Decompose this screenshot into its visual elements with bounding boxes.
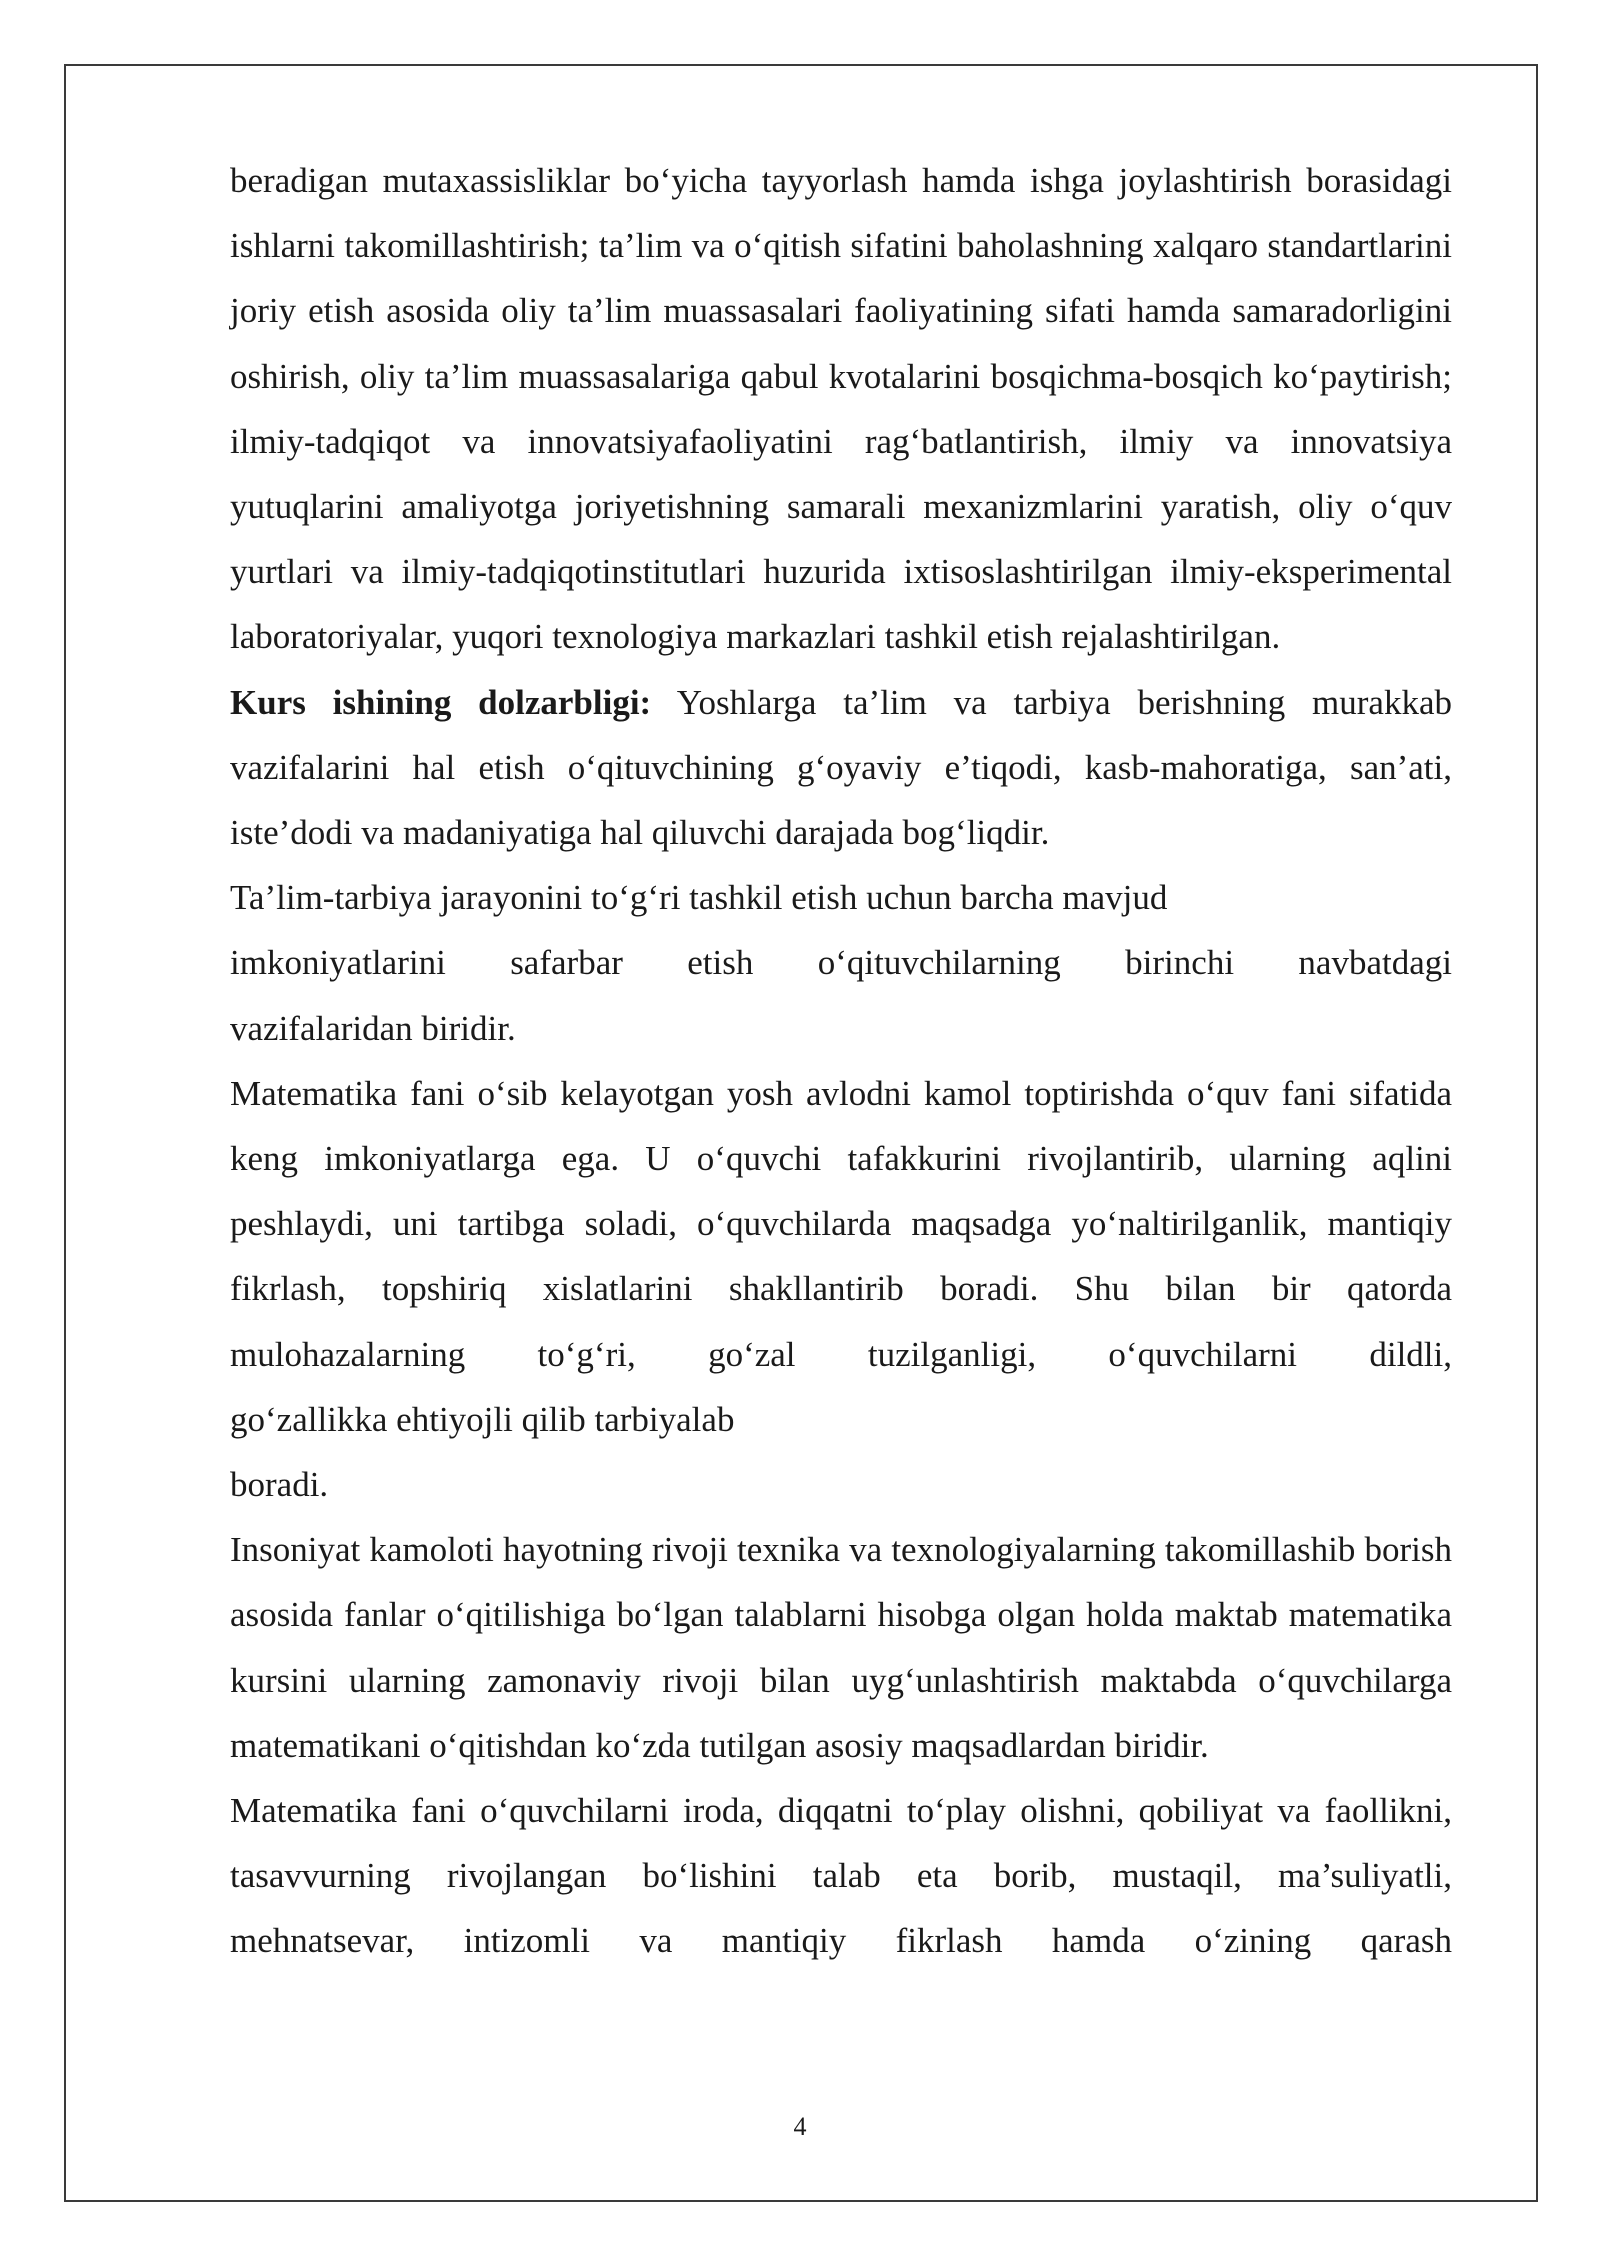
page-number: 4	[793, 2112, 807, 2141]
paragraph-3-line-2: imkoniyatlarini safarbar etish o‘qituvchilarning birinchi navbatdagi	[230, 943, 1452, 983]
paragraph-4-tail-1: go‘zallikka ehtiyojli qilib tarbiyalab	[230, 1399, 735, 1439]
paragraph-relevance	[230, 670, 1452, 866]
paragraph-1: beradigan mutaxassisliklar bo‘yicha tayyorlash hamda ishga joylashtirish borasidagi ishlarni takomillashtirish; ta’lim va o‘qitish sifatini baholashning xalqaro standartlarini joriy etish asosida oliy ta’lim muassasalari faoliyatining sifati hamda samaradorligini oshirish, oliy ta’lim muassasalariga qabul kvotalarini bosqichma-bosqich ko‘paytirish; ilmiy-tadqiqot va innovatsiyafaoliyatini rag‘batlantirish, ilmiy va innovatsiya yutuqlarini amaliyotga joriyetishning samarali mexanizmlarini yaratish, oliy o‘quv yurtlari va ilmiy-tadqiqotinstitutlari huzurida ixtisoslashtirilgan ilmiy-eksperimental laboratoriyalar, yuqori texnologiya markazlari tashkil etish rejalashtirilgan.	[230, 161, 1452, 657]
paragraph-5: Insoniyat kamoloti hayotning rivoji texnika va texnologiyalarning takomillashib borish asosida fanlar o‘qitilishiga bo‘lgan talablarni hisobga olgan holda maktab matematika kursini ularning zamonaviy rivoji bilan uyg‘unlashtirish maktabda o‘quvchilarga matematikani o‘qitishdan ko‘zda tutilgan asosiy maqsadlardan biridir.	[230, 1530, 1452, 1765]
paragraph-4: Matematika fani o‘sib kelayotgan yosh avlodni kamol toptirishda o‘quv fani sifatida keng imkoniyatlarga ega. U o‘quvchi tafakkurini rivojlantirib, ularning aqlini peshlaydi, uni tartibga soladi, o‘quvchilarda maqsadga yo‘naltirilganlik, mantiqiy fikrlash, topshiriq xislatlarini shakllantirib boradi. Shu bilan bir qatorda mulohazalarning to‘g‘ri, go‘zal tuzilganligi, o‘quvchilarni dildli,	[230, 1073, 1452, 1374]
paragraph-3-line-3: vazifalaridan biridir.	[230, 1008, 516, 1048]
paragraph-4-tail-2: boradi.	[230, 1465, 329, 1505]
paragraph-3-line-1: Ta’lim-tarbiya jarayonini to‘g‘ri tashkil etish uchun barcha mavjud	[230, 878, 1168, 918]
document-body	[230, 148, 1452, 1974]
section-heading: Kurs ishining dolzarbligi:	[230, 682, 652, 722]
relevance-text: Yoshlarga ta’lim va tarbiya berishning murakkab vazifalarini hal etish o‘qituvchining g‘oyaviy e’tiqodi, kasb-mahoratiga, san’ati, iste’dodi va madaniyatiga hal qiluvchi darajada bog‘liqdir.	[230, 682, 1452, 853]
paragraph-6: Matematika fani o‘quvchilarni iroda, diqqatni to‘play olishni, qobiliyat va faollikni, tasavvurning rivojlangan bo‘lishini talab eta borib, mustaqil, ma’suliyatli, mehnatsevar, intizomli va mantiqiy fikrlash hamda o‘zining qarash	[230, 1791, 1452, 1961]
